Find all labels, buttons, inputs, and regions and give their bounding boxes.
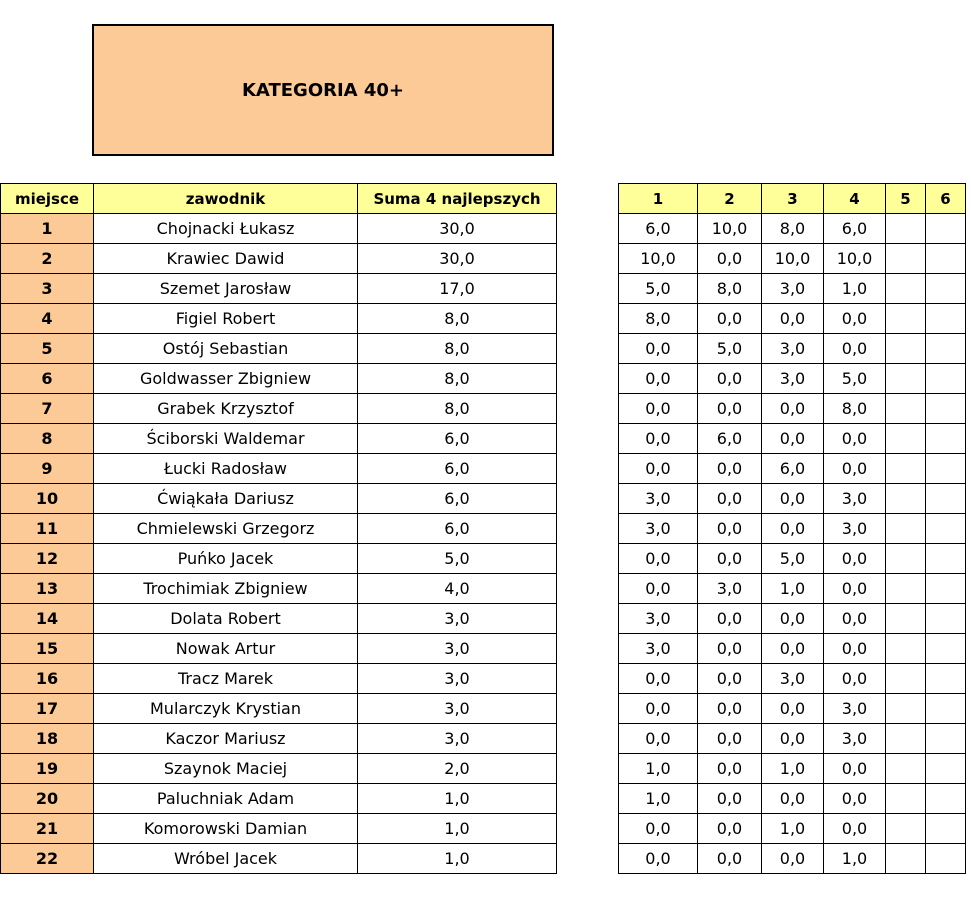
round-cell: 0,0 — [698, 814, 762, 844]
round-cell: 1,0 — [619, 784, 698, 814]
round-cell — [886, 604, 926, 634]
round-cell — [926, 814, 966, 844]
round-cell: 0,0 — [698, 394, 762, 424]
rounds-row — [619, 574, 966, 604]
name-cell: Dolata Robert — [94, 604, 358, 634]
round-cell: 0,0 — [824, 334, 886, 364]
round-cell — [926, 364, 966, 394]
round-cell: 5,0 — [762, 544, 824, 574]
round-cell: 0,0 — [824, 604, 886, 634]
name-cell: Ostój Sebastian — [94, 334, 358, 364]
round-cell: 0,0 — [698, 844, 762, 874]
round-cell: 8,0 — [762, 214, 824, 244]
name-cell: Szemet Jarosław — [94, 274, 358, 304]
round-cell: 0,0 — [698, 724, 762, 754]
round-cell — [886, 664, 926, 694]
name-cell: Chmielewski Grzegorz — [94, 514, 358, 544]
table-row — [1, 454, 557, 484]
sum-cell: 3,0 — [358, 694, 557, 724]
rounds-row — [619, 814, 966, 844]
table-row — [1, 694, 557, 724]
sum-cell: 1,0 — [358, 844, 557, 874]
sum-cell: 2,0 — [358, 754, 557, 784]
round-cell: 6,0 — [762, 454, 824, 484]
table-row — [1, 514, 557, 544]
round-cell: 0,0 — [824, 544, 886, 574]
round-cell: 0,0 — [698, 484, 762, 514]
sum-cell: 6,0 — [358, 424, 557, 454]
round-cell: 0,0 — [619, 544, 698, 574]
table-row — [1, 544, 557, 574]
place-cell: 14 — [1, 604, 94, 634]
place-cell: 18 — [1, 724, 94, 754]
round-cell: 1,0 — [762, 574, 824, 604]
place-cell: 11 — [1, 514, 94, 544]
round-cell: 6,0 — [698, 424, 762, 454]
round-cell — [926, 484, 966, 514]
round-cell — [926, 334, 966, 364]
round-cell: 0,0 — [698, 694, 762, 724]
table-row — [1, 274, 557, 304]
round-cell — [926, 274, 966, 304]
round-cell: 3,0 — [762, 664, 824, 694]
name-cell: Ściborski Waldemar — [94, 424, 358, 454]
name-cell: Wróbel Jacek — [94, 844, 358, 874]
place-cell: 20 — [1, 784, 94, 814]
header-round-3: 3 — [762, 184, 824, 214]
round-cell: 3,0 — [619, 604, 698, 634]
place-cell: 6 — [1, 364, 94, 394]
header-sum: Suma 4 najlepszych — [358, 184, 557, 214]
name-cell: Komorowski Damian — [94, 814, 358, 844]
rounds-row — [619, 214, 966, 244]
sum-cell: 3,0 — [358, 724, 557, 754]
round-cell — [886, 214, 926, 244]
round-cell — [886, 814, 926, 844]
rounds-row — [619, 754, 966, 784]
round-cell: 0,0 — [762, 844, 824, 874]
round-cell — [926, 544, 966, 574]
round-cell — [886, 394, 926, 424]
round-cell: 0,0 — [762, 304, 824, 334]
round-cell — [926, 424, 966, 454]
round-cell — [886, 724, 926, 754]
rounds-row — [619, 784, 966, 814]
round-cell: 0,0 — [824, 814, 886, 844]
round-cell — [926, 394, 966, 424]
place-cell: 9 — [1, 454, 94, 484]
round-cell: 0,0 — [698, 784, 762, 814]
round-cell: 0,0 — [762, 724, 824, 754]
round-cell — [886, 544, 926, 574]
round-cell — [926, 844, 966, 874]
round-cell: 0,0 — [698, 514, 762, 544]
name-cell: Szaynok Maciej — [94, 754, 358, 784]
sum-cell: 3,0 — [358, 634, 557, 664]
round-cell: 3,0 — [619, 514, 698, 544]
round-cell: 0,0 — [619, 844, 698, 874]
name-cell: Nowak Artur — [94, 634, 358, 664]
round-cell: 6,0 — [824, 214, 886, 244]
round-cell: 0,0 — [698, 454, 762, 484]
table-row — [1, 484, 557, 514]
sum-cell: 3,0 — [358, 604, 557, 634]
place-cell: 12 — [1, 544, 94, 574]
round-cell — [886, 454, 926, 484]
round-cell: 0,0 — [824, 454, 886, 484]
round-cell — [926, 574, 966, 604]
round-cell: 0,0 — [698, 244, 762, 274]
rounds-row — [619, 484, 966, 514]
table-row — [1, 604, 557, 634]
table-row — [1, 724, 557, 754]
rounds-row — [619, 694, 966, 724]
header-round-2: 2 — [698, 184, 762, 214]
round-cell: 0,0 — [698, 304, 762, 334]
round-cell: 0,0 — [619, 664, 698, 694]
rounds-row — [619, 394, 966, 424]
place-cell: 19 — [1, 754, 94, 784]
round-cell: 3,0 — [824, 514, 886, 544]
sum-cell: 30,0 — [358, 244, 557, 274]
place-cell: 3 — [1, 274, 94, 304]
table-row — [1, 214, 557, 244]
round-cell: 0,0 — [698, 604, 762, 634]
ranking-table — [0, 183, 557, 874]
rounds-row — [619, 304, 966, 334]
round-cell — [926, 514, 966, 544]
rounds-row — [619, 274, 966, 304]
sum-cell: 8,0 — [358, 334, 557, 364]
round-cell — [926, 664, 966, 694]
sum-cell: 8,0 — [358, 304, 557, 334]
sum-cell: 6,0 — [358, 484, 557, 514]
ranking-header-row — [1, 184, 557, 214]
place-cell: 1 — [1, 214, 94, 244]
round-cell: 3,0 — [619, 634, 698, 664]
table-row — [1, 814, 557, 844]
round-cell: 0,0 — [619, 334, 698, 364]
round-cell — [886, 334, 926, 364]
rounds-row — [619, 724, 966, 754]
table-row — [1, 664, 557, 694]
round-cell — [926, 754, 966, 784]
table-row — [1, 574, 557, 604]
rounds-row — [619, 334, 966, 364]
round-cell: 0,0 — [619, 574, 698, 604]
round-cell — [926, 214, 966, 244]
name-cell: Łucki Radosław — [94, 454, 358, 484]
round-cell: 0,0 — [762, 604, 824, 634]
sum-cell: 6,0 — [358, 514, 557, 544]
round-cell: 0,0 — [824, 304, 886, 334]
round-cell: 1,0 — [762, 814, 824, 844]
round-cell — [886, 634, 926, 664]
rounds-row — [619, 454, 966, 484]
round-cell: 0,0 — [762, 514, 824, 544]
sum-cell: 8,0 — [358, 394, 557, 424]
rounds-row — [619, 244, 966, 274]
name-cell: Puńko Jacek — [94, 544, 358, 574]
sum-cell: 8,0 — [358, 364, 557, 394]
round-cell: 10,0 — [762, 244, 824, 274]
round-cell — [926, 694, 966, 724]
table-row — [1, 784, 557, 814]
round-cell: 0,0 — [698, 664, 762, 694]
place-cell: 15 — [1, 634, 94, 664]
round-cell: 10,0 — [698, 214, 762, 244]
round-cell — [886, 424, 926, 454]
round-cell — [886, 844, 926, 874]
round-cell — [886, 244, 926, 274]
header-round-4: 4 — [824, 184, 886, 214]
round-cell: 1,0 — [824, 274, 886, 304]
header-round-6: 6 — [926, 184, 966, 214]
sum-cell: 5,0 — [358, 544, 557, 574]
round-cell: 1,0 — [762, 754, 824, 784]
name-cell: Figiel Robert — [94, 304, 358, 334]
rounds-row — [619, 364, 966, 394]
round-cell — [886, 514, 926, 544]
round-cell: 0,0 — [824, 784, 886, 814]
round-cell: 0,0 — [619, 724, 698, 754]
rounds-row — [619, 544, 966, 574]
name-cell: Goldwasser Zbigniew — [94, 364, 358, 394]
round-cell: 0,0 — [762, 484, 824, 514]
round-cell — [886, 274, 926, 304]
table-row — [1, 394, 557, 424]
round-cell: 5,0 — [698, 334, 762, 364]
place-cell: 10 — [1, 484, 94, 514]
round-cell — [886, 364, 926, 394]
rounds-row — [619, 844, 966, 874]
round-cell: 10,0 — [619, 244, 698, 274]
round-cell: 3,0 — [762, 364, 824, 394]
place-cell: 8 — [1, 424, 94, 454]
round-cell: 3,0 — [824, 694, 886, 724]
category-title: KATEGORIA 40+ — [92, 24, 554, 156]
round-cell — [886, 484, 926, 514]
round-cell: 0,0 — [824, 754, 886, 784]
table-row — [1, 754, 557, 784]
name-cell: Paluchniak Adam — [94, 784, 358, 814]
rounds-row — [619, 604, 966, 634]
round-cell: 3,0 — [762, 334, 824, 364]
sum-cell: 1,0 — [358, 784, 557, 814]
place-cell: 5 — [1, 334, 94, 364]
table-row — [1, 364, 557, 394]
round-cell — [926, 454, 966, 484]
name-cell: Chojnacki Łukasz — [94, 214, 358, 244]
place-cell: 7 — [1, 394, 94, 424]
round-cell: 0,0 — [619, 454, 698, 484]
round-cell — [886, 784, 926, 814]
round-cell: 3,0 — [762, 274, 824, 304]
round-cell: 0,0 — [619, 424, 698, 454]
round-cell — [886, 574, 926, 604]
place-cell: 2 — [1, 244, 94, 274]
round-cell: 8,0 — [619, 304, 698, 334]
table-row — [1, 844, 557, 874]
round-cell: 0,0 — [698, 634, 762, 664]
round-cell — [926, 784, 966, 814]
round-cell: 0,0 — [619, 394, 698, 424]
name-cell: Krawiec Dawid — [94, 244, 358, 274]
round-cell: 3,0 — [824, 724, 886, 754]
round-cell: 0,0 — [824, 664, 886, 694]
sum-cell: 17,0 — [358, 274, 557, 304]
round-cell: 0,0 — [762, 784, 824, 814]
round-cell: 0,0 — [824, 424, 886, 454]
round-cell — [926, 244, 966, 274]
place-cell: 16 — [1, 664, 94, 694]
round-cell: 8,0 — [698, 274, 762, 304]
round-cell: 0,0 — [762, 694, 824, 724]
rounds-row — [619, 514, 966, 544]
rounds-row — [619, 634, 966, 664]
rounds-row — [619, 664, 966, 694]
round-cell — [926, 304, 966, 334]
place-cell: 17 — [1, 694, 94, 724]
round-cell — [886, 304, 926, 334]
round-cell: 0,0 — [619, 694, 698, 724]
place-cell: 13 — [1, 574, 94, 604]
sum-cell: 6,0 — [358, 454, 557, 484]
round-cell: 1,0 — [824, 844, 886, 874]
round-cell: 0,0 — [762, 394, 824, 424]
sum-cell: 3,0 — [358, 664, 557, 694]
table-row — [1, 304, 557, 334]
round-cell: 0,0 — [824, 634, 886, 664]
round-cell: 6,0 — [619, 214, 698, 244]
round-cell — [886, 754, 926, 784]
round-cell: 0,0 — [824, 574, 886, 604]
round-cell: 3,0 — [619, 484, 698, 514]
place-cell: 4 — [1, 304, 94, 334]
name-cell: Kaczor Mariusz — [94, 724, 358, 754]
round-cell: 8,0 — [824, 394, 886, 424]
round-cell: 1,0 — [619, 754, 698, 784]
place-cell: 22 — [1, 844, 94, 874]
round-cell: 0,0 — [619, 814, 698, 844]
round-cell: 5,0 — [824, 364, 886, 394]
name-cell: Grabek Krzysztof — [94, 394, 358, 424]
round-cell — [926, 604, 966, 634]
round-cell: 0,0 — [698, 364, 762, 394]
name-cell: Ćwiąkała Dariusz — [94, 484, 358, 514]
round-cell: 0,0 — [762, 424, 824, 454]
round-cell — [926, 634, 966, 664]
round-cell: 3,0 — [698, 574, 762, 604]
round-cell: 0,0 — [619, 364, 698, 394]
sum-cell: 1,0 — [358, 814, 557, 844]
header-place: miejsce — [1, 184, 94, 214]
header-round-1: 1 — [619, 184, 698, 214]
round-cell — [926, 724, 966, 754]
table-row — [1, 244, 557, 274]
sum-cell: 30,0 — [358, 214, 557, 244]
round-cell: 5,0 — [619, 274, 698, 304]
rounds-table — [618, 183, 966, 874]
sum-cell: 4,0 — [358, 574, 557, 604]
rounds-row — [619, 424, 966, 454]
round-cell: 0,0 — [698, 544, 762, 574]
name-cell: Trochimiak Zbigniew — [94, 574, 358, 604]
table-row — [1, 634, 557, 664]
round-cell: 0,0 — [698, 754, 762, 784]
name-cell: Tracz Marek — [94, 664, 358, 694]
round-cell — [886, 694, 926, 724]
round-cell: 3,0 — [824, 484, 886, 514]
header-round-5: 5 — [886, 184, 926, 214]
round-cell: 0,0 — [762, 634, 824, 664]
name-cell: Mularczyk Krystian — [94, 694, 358, 724]
table-row — [1, 424, 557, 454]
round-cell: 10,0 — [824, 244, 886, 274]
rounds-header-row — [619, 184, 966, 214]
place-cell: 21 — [1, 814, 94, 844]
table-row — [1, 334, 557, 364]
header-name: zawodnik — [94, 184, 358, 214]
